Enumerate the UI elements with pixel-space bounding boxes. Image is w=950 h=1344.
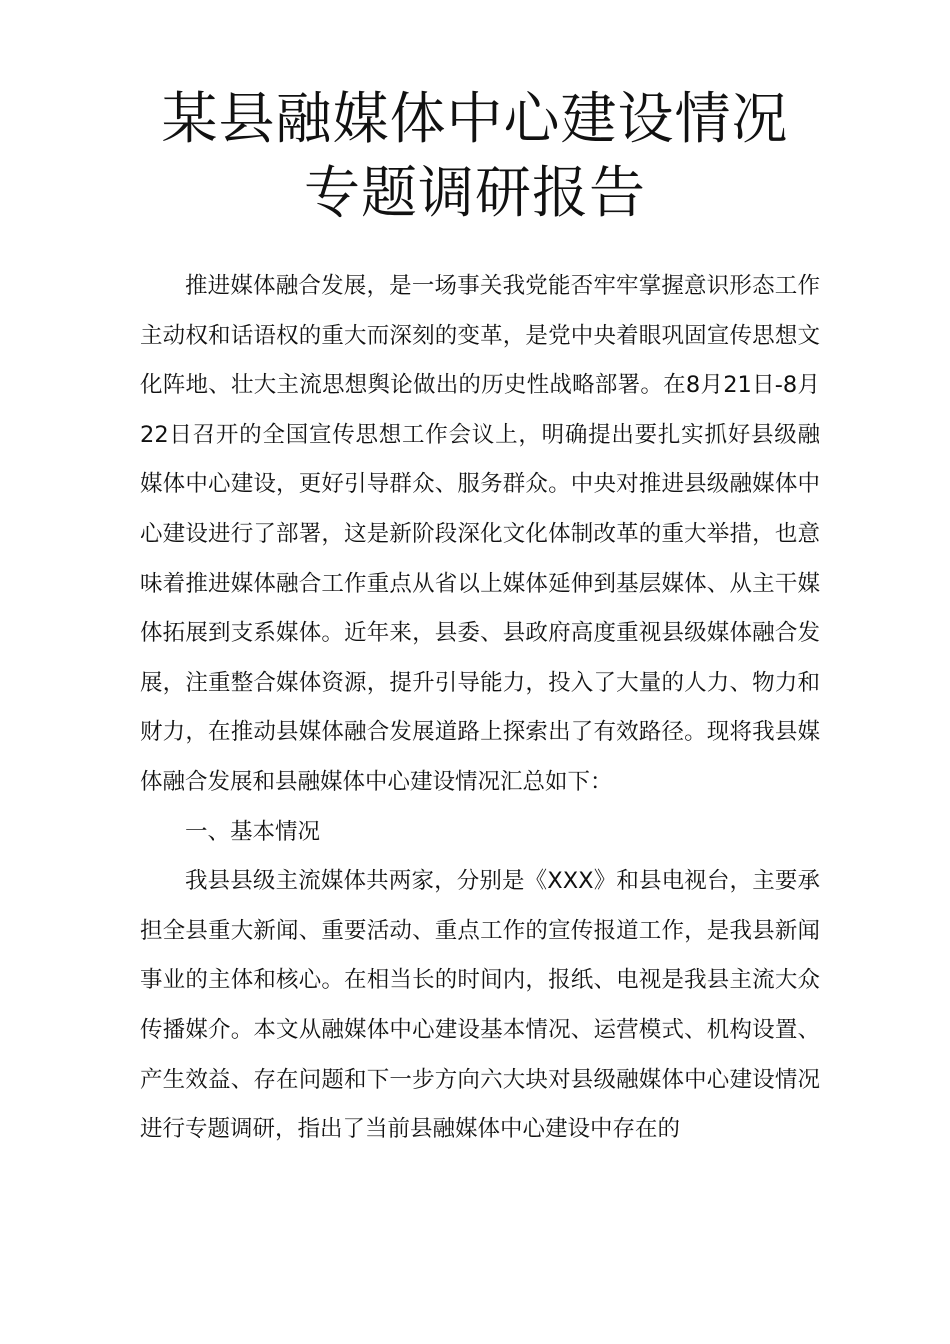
document-body <box>140 262 820 1155</box>
document-title-line-2: 专题调研报告 <box>304 161 646 226</box>
document-title-line-1: 某县融媒体中心建设情况 <box>161 87 789 152</box>
intro-paragraph: 推进媒体融合发展，是一场事关我党能否牢牢掌握意识形态工作主动权和话语权的重大而深刻的变革，是党中央着眼巩固宣传思想文化阵地、壮大主流思想舆论做出的历史性战略部署。在8月21日-8月22日召开的全国宣传思想工作会议上，明确提出要扎实抓好县级融媒体中心建设，更好引导群众、服务群众。中央对推进县级融媒体中心建设进行了部署，这是新阶段深化文化体制改革的重大举措，也意味着推进媒体融合工作重点从省以上媒体延伸到基层媒体、从主干媒体拓展到支系媒体。近年来，县委、县政府高度重视县级媒体融合发展，注重整合媒体资源，提升引导能力，投入了大量的人力、物力和财力，在推动县媒体融合发展道路上探索出了有效路径。现将我县媒体融合发展和县融媒体中心建设情况汇总如下： <box>140 273 820 795</box>
section-heading-basic-situation: 一、基本情况 <box>185 818 321 845</box>
basic-situation-paragraph: 我县县级主流媒体共两家，分别是《XXX》和县电视台，主要承担全县重大新闻、重要活动、重点工作的宣传报道工作，是我县新闻事业的主体和核心。在相当长的时间内，报纸、电视是我县主流大众传播媒介。本文从融媒体中心建设基本情况、运营模式、机构设置、产生效益、存在问题和下一步方向六大块对县级融媒体中心建设情况进行专题调研，指出了当前县融媒体中心建设中存在的 <box>140 868 820 1143</box>
